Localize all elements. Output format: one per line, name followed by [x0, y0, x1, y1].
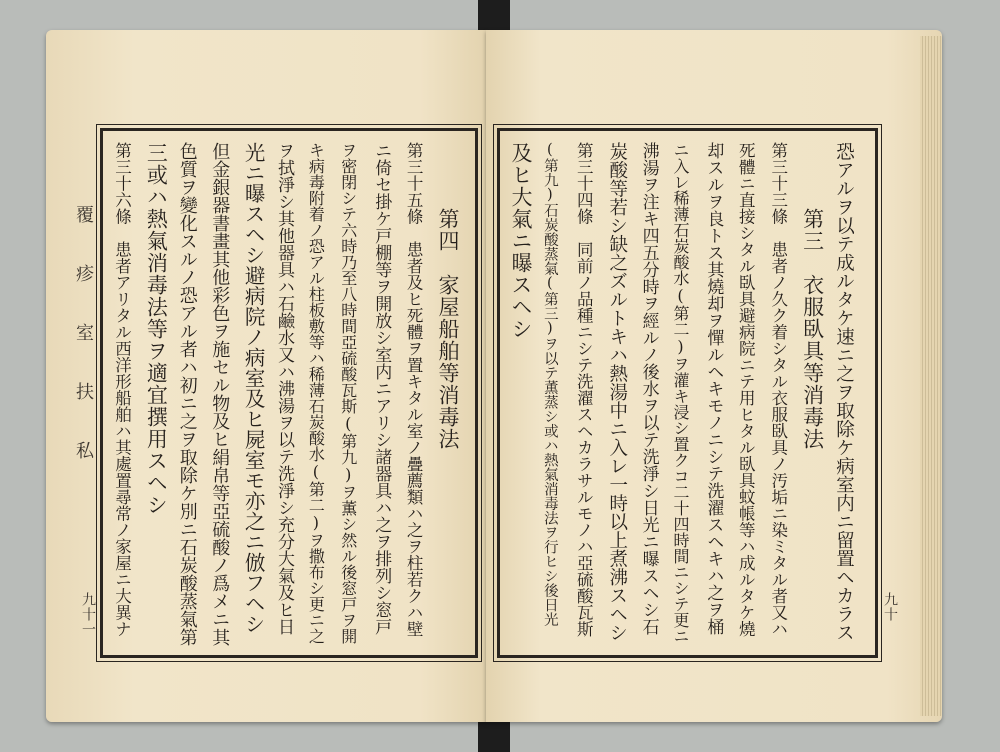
left-text-column: 第三十五條 患者及ヒ死體ヲ置キタル室ノ疊薦類ハ之ヲ柱若クハ壁 — [404, 142, 424, 637]
left-text-column: 第四 家屋船舶等消毒法 — [436, 142, 460, 450]
right-text-column: 第三 衣服臥具等消毒法 — [800, 142, 825, 450]
page-edges — [920, 36, 942, 716]
left-text-column: ヲ拭淨シ其他器具ハ石鹼水又ハ沸湯ヲ以テ洗淨シ充分大氣及ヒ日 — [274, 142, 294, 635]
left-text-column: 三或ハ熱氣消毒法等ヲ適宜撰用スヘシ — [144, 142, 169, 516]
left-text-column: ヲ密閉シテ六時乃至八時間亞硫酸瓦斯(第九)ヲ薫シ然ル後窓戸ヲ開 — [338, 142, 358, 644]
book-title: 覆 疹 室 扶 私 — [73, 205, 94, 469]
left-text-column: 但金銀器書畫其他彩色ヲ施セル物及ヒ絹帛等亞硫酸ノ爲メニ其 — [209, 142, 231, 646]
right-text-column: ニ入レ稀薄石炭酸水(第二)ヲ灌キ浸シ置クコ二十四時間ニシテ更ニ — [671, 142, 690, 644]
left-text-column: 光ニ曝スヘシ避病院ノ病室及ヒ屍室モ亦之ニ倣フヘシ — [241, 142, 266, 634]
right-text-column: 却スルヲ良トス其燒却ヲ憚ルヘキモノニシテ洗濯スヘキハ之ヲ桶 — [703, 142, 724, 635]
left-text-column: 色質ヲ變化スルノ恐アル者ハ初ニ之ヲ取除ケ別ニ石炭酸蒸氣第 — [176, 142, 198, 646]
right-text-column: 死體ニ直接シタル臥具避病院ニテ用ヒタル臥具蚊帳等ハ成ルタケ燒 — [736, 142, 756, 637]
left-text-column: キ病毒附着ノ恐アル柱板敷等ハ稀薄石炭酸水(第二)ヲ撒布シ更ニ之 — [306, 142, 326, 644]
right-text-column: 第三十三條 患者ノ久ク着シタル衣服臥具ノ汚垢ニ染ミタル者又ハ — [768, 142, 788, 637]
right-text-column: 及ヒ大氣ニ曝スヘシ — [509, 142, 533, 340]
page-number-right: 九十 — [882, 592, 898, 622]
right-text-column: (第九)石炭酸蒸氣(第三)ヲ以テ薫蒸シ或ハ熱氣消毒法ヲ行ヒシ後日光 — [541, 142, 558, 627]
right-text-column: 炭酸等若シ缺之ズルトキハ熱湯中ニ入レ一時以上煮沸スヘシ — [606, 142, 628, 642]
right-text-column: 沸湯ヲ注キ四五分時ヲ經ルノ後水ヲ以テ洗淨シ日光ニ曝スヘシ石 — [638, 142, 659, 635]
left-text-column: ニ倚セ掛ケ戸棚等ヲ開放シ室内ニアリシ諸器具ハ之ヲ排列シ窓戸 — [371, 142, 392, 635]
left-text-column: 第三十六條 患者アリタル西洋形船舶ハ其處置尋常ノ家屋ニ大異ナ — [112, 142, 132, 637]
right-text-column: 第三十四條 同前ノ品種ニシテ洗濯スヘカラサルモノハ亞硫酸瓦斯 — [574, 142, 594, 637]
right-text-column: 恐アルヲ以テ成ルタケ速ニ之ヲ取除ケ病室内ニ留置ヘカラス — [833, 142, 855, 642]
page-number-left: 九十一 — [80, 592, 96, 637]
